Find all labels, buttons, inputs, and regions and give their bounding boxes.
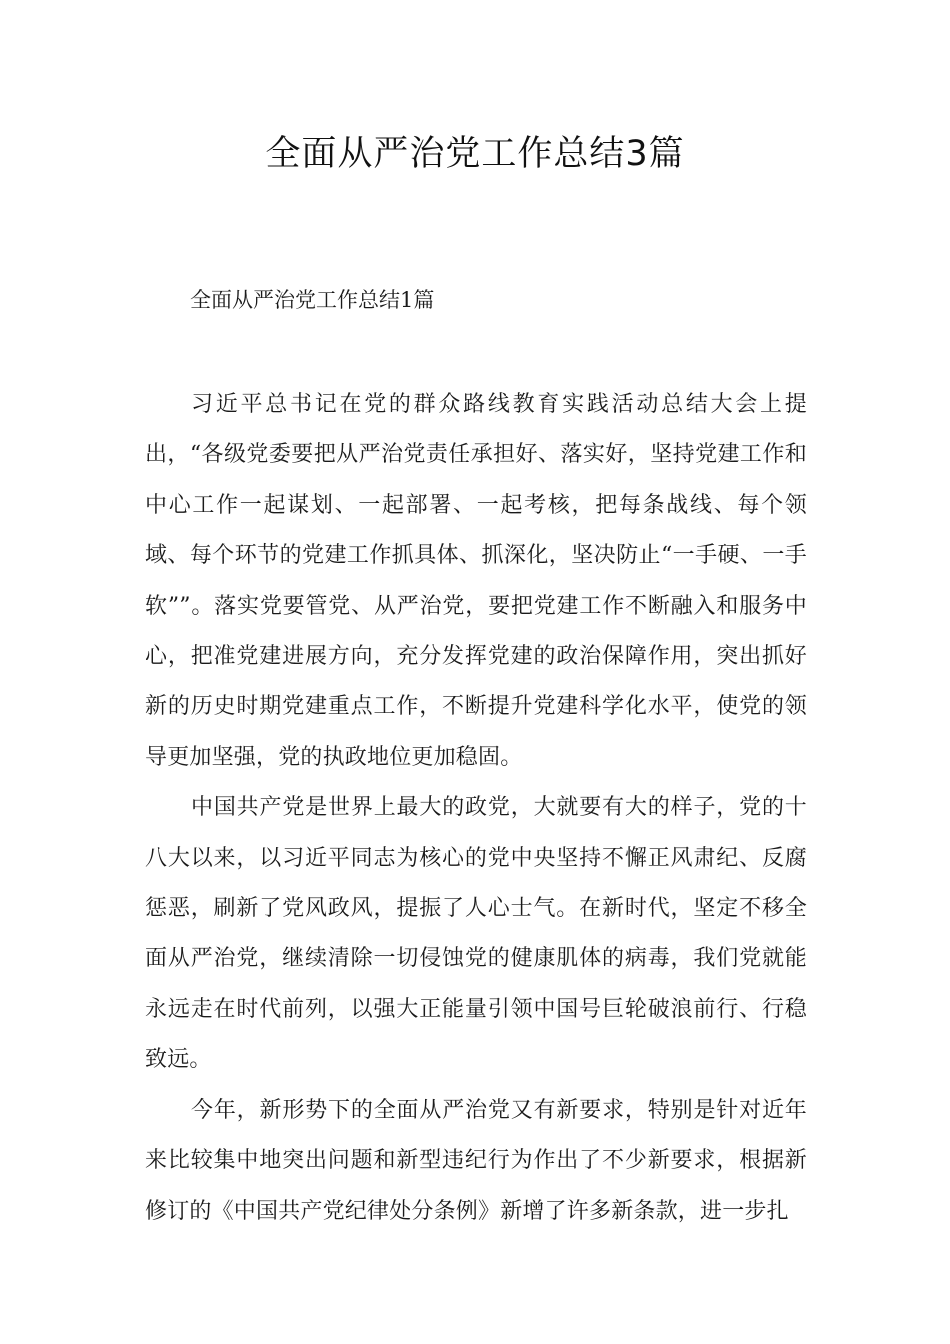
body-text	[145, 380, 807, 1237]
paragraph-3: 今年，新形势下的全面从严治党又有新要求，特别是针对近年来比较集中地突出问题和新型违纪行为作出了不少新要求，根据新修订的《中国共产党纪律处分条例》新增了许多新条款，进一步扎	[145, 1097, 807, 1224]
section-subtitle: 全面从严治党工作总结1篇	[190, 288, 435, 312]
paragraph-2: 中国共产党是世界上最大的政党，大就要有大的样子，党的十八大以来，以习近平同志为核心的党中央坚持不懈正风肃纪、反腐惩恶，刷新了党风政风，提振了人心士气。在新时代，坚定不移全面从严治党，继续清除一切侵蚀党的健康肌体的病毒，我们党就能永远走在时代前列，以强大正能量引领中国号巨轮破浪前行、行稳致远。	[145, 795, 807, 1073]
document-title: 全面从严治党工作总结3篇	[265, 134, 685, 174]
paragraph-1: 习近平总书记在党的群众路线教育实践活动总结大会上提出，“各级党委要把从严治党责任承担好、落实好，坚持党建工作和中心工作一起谋划、一起部署、一起考核，把每条战线、每个领域、每个环节的党建工作抓具体、抓深化，坚决防止“一手硬、一手软””。落实党要管党、从严治党，要把党建工作不断融入和服务中心，把准党建进展方向，充分发挥党建的政治保障作用，突出抓好新的历史时期党建重点工作，不断提升党建科学化水平，使党的领导更加坚强，党的执政地位更加稳固。	[145, 392, 807, 770]
